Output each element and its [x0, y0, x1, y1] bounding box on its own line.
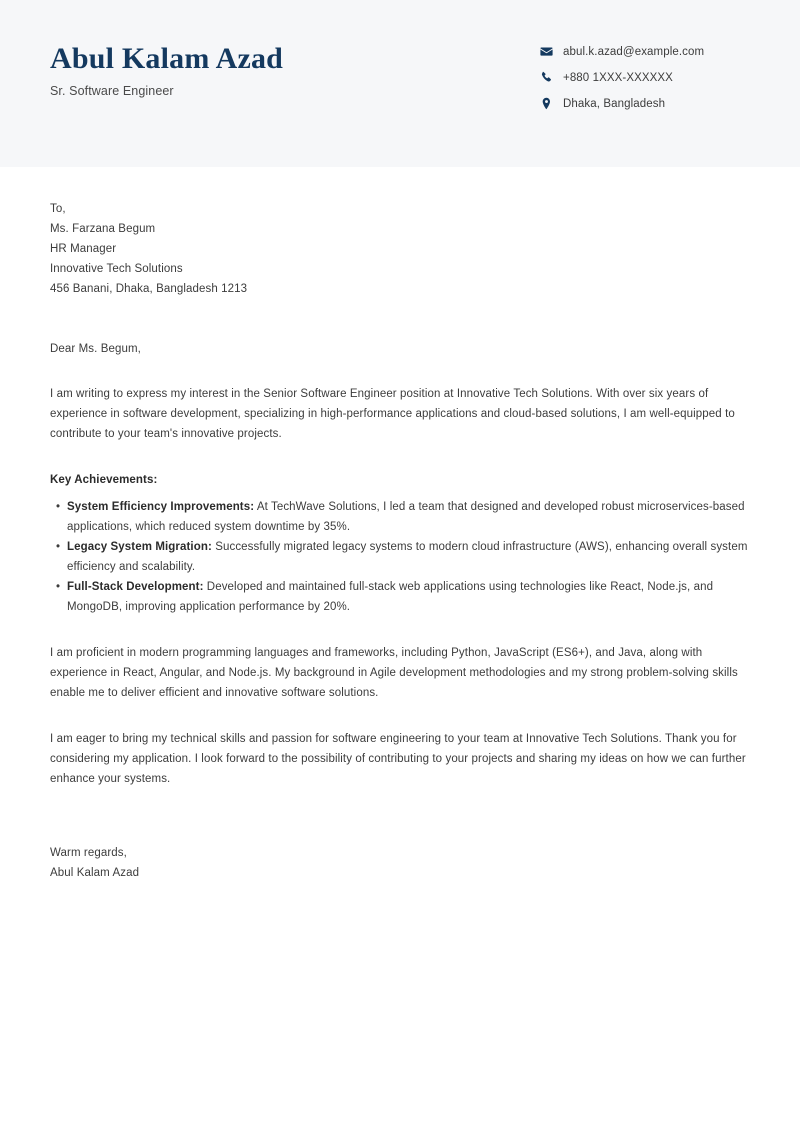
letter-body: [0, 167, 800, 883]
letter-header: [0, 0, 800, 167]
achievement-text: Developed and maintained full-stack web applications using technologies like React, Node.js, and MongoDB, improving application performance by 20%.: [67, 581, 714, 613]
skills-paragraph: I am proficient in modern programming languages and frameworks, including Python, JavaScript (ES6+), and Java, along with experience in React, Angular, and Node.js. My background in Agile development methodologies and my strong problem-solving skills enable me to deliver efficient and innovative software solutions.: [50, 647, 738, 699]
recipient-to-label: To,: [50, 203, 66, 215]
job-title: Sr. Software Engineer: [50, 84, 174, 98]
achievement-text: At TechWave Solutions, I led a team that designed and developed robust microservices-based applications, which reduced system downtime by 35%.: [67, 501, 745, 533]
achievements-heading: Key Achievements:: [50, 474, 158, 486]
location-pin-icon: [540, 97, 553, 110]
phone-icon: [540, 71, 553, 84]
contact-email[interactable]: [540, 45, 750, 58]
contact-phone[interactable]: [540, 71, 750, 84]
achievement-label: Legacy System Migration:: [67, 541, 212, 553]
recipient-name: Ms. Farzana Begum: [50, 223, 156, 235]
page-title: Abul Kalam Azad: [50, 42, 284, 75]
list-item: [67, 497, 750, 537]
recipient-company: Innovative Tech Solutions: [50, 263, 183, 275]
recipient-title: HR Manager: [50, 243, 117, 255]
achievement-label: Full-Stack Development:: [67, 581, 204, 593]
contact-phone-value: +880 1XXX-XXXXXX: [563, 71, 673, 84]
contact-list: [540, 0, 750, 110]
list-item: [67, 577, 750, 617]
salutation: Dear Ms. Begum,: [50, 343, 141, 355]
signoff-block: [50, 843, 750, 883]
achievements-list: [50, 497, 750, 617]
recipient-block: [50, 199, 750, 299]
contact-location[interactable]: [540, 97, 750, 110]
signoff-signature: Abul Kalam Azad: [50, 867, 140, 879]
contact-location-value: Dhaka, Bangladesh: [563, 97, 666, 110]
contact-email-value: abul.k.azad@example.com: [563, 45, 705, 58]
list-item: [67, 537, 750, 577]
achievement-label: System Efficiency Improvements:: [67, 501, 255, 513]
opening-paragraph: I am writing to express my interest in the Senior Software Engineer position at Innovative Tech Solutions. With over six years of experience in software development, specializing in high-performance applications and cloud-based solutions, I am well-equipped to contribute to your team's innovative projects.: [50, 388, 735, 440]
achievement-text: Successfully migrated legacy systems to modern cloud infrastructure (AWS), enhancing overall system efficiency and scalability.: [67, 541, 748, 573]
signoff-closing: Warm regards,: [50, 847, 127, 859]
recipient-address: 456 Banani, Dhaka, Bangladesh 1213: [50, 283, 248, 295]
closing-paragraph: I am eager to bring my technical skills and passion for software engineering to your team at Innovative Tech Solutions. Thank you for considering my application. I look forward to the possibility of contributing to your projects and sharing my ideas on how we can further enhance your systems.: [50, 733, 746, 785]
header-identity: [50, 0, 283, 98]
envelope-icon: [540, 45, 553, 58]
